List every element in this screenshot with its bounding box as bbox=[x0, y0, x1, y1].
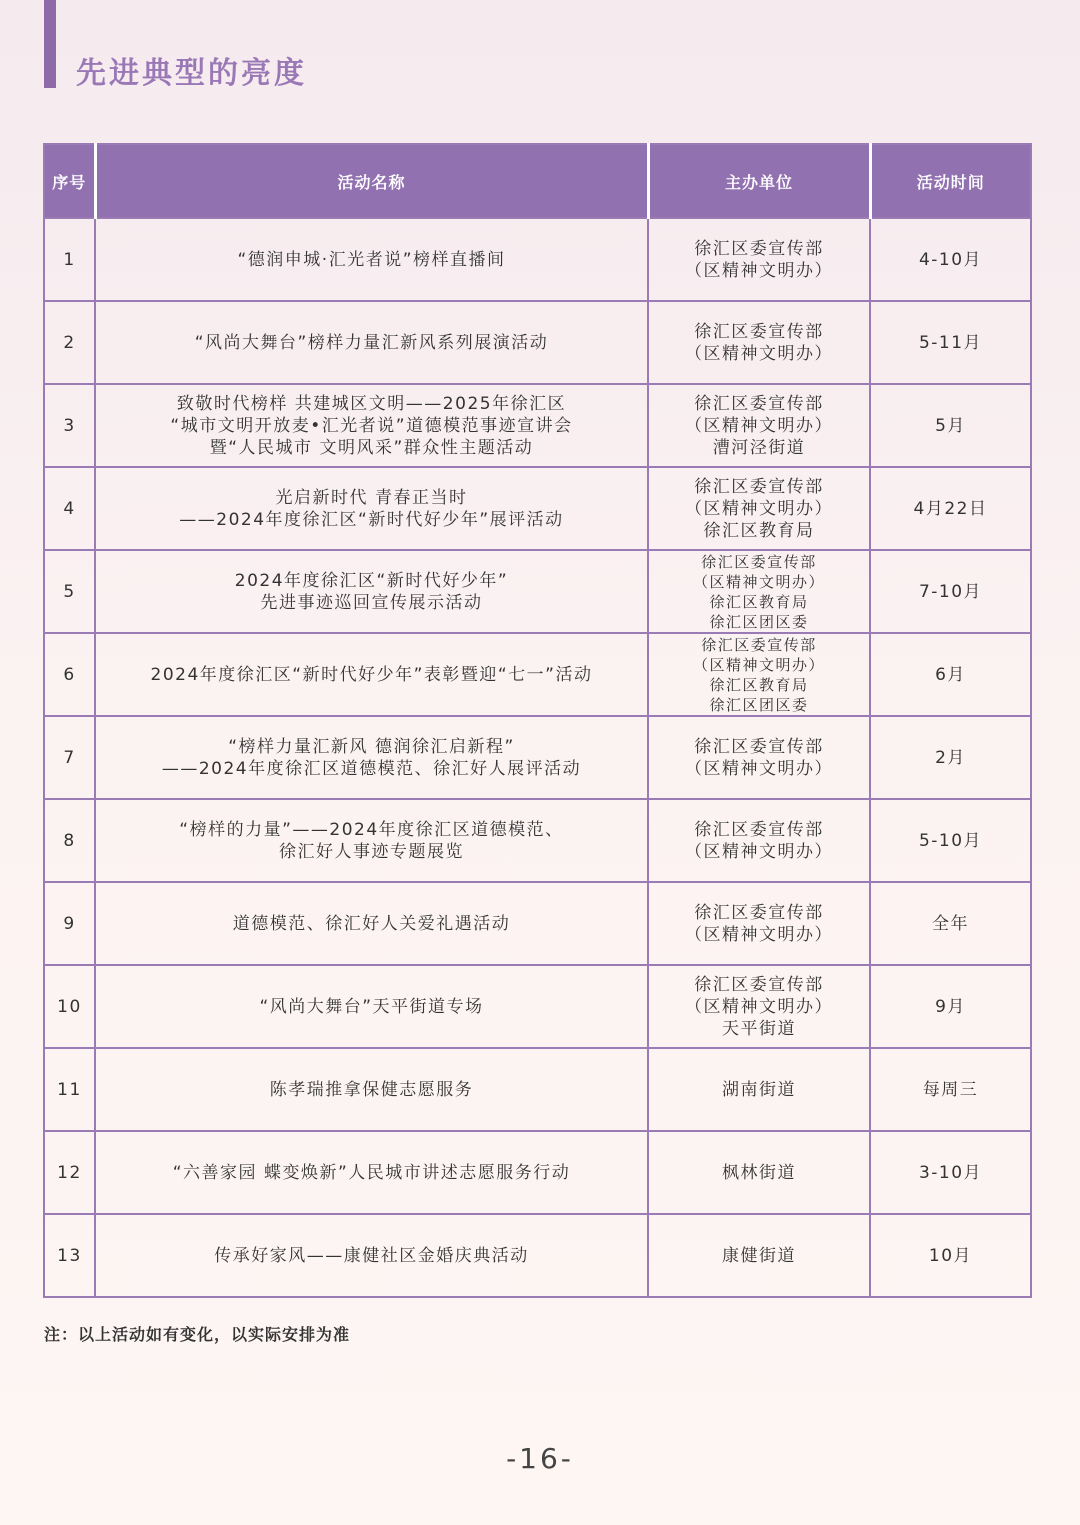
activity-name-line: “六善家园 蝶变焕新”人民城市讲述志愿服务行动 bbox=[172, 1162, 571, 1183]
table-row bbox=[44, 1214, 1031, 1297]
organizer-line: 徐汇区委宣传部 bbox=[701, 635, 817, 654]
organizer-line: （区精神文明办） bbox=[685, 415, 833, 436]
activity-time-cell: 5月 bbox=[870, 384, 1031, 467]
activity-name-cell bbox=[95, 550, 648, 633]
table-row bbox=[44, 1131, 1031, 1214]
organizer-line: 徐汇区委宣传部 bbox=[694, 321, 824, 342]
organizer-line: 徐汇区委宣传部 bbox=[694, 736, 824, 757]
organizer-cell bbox=[648, 218, 870, 301]
activity-time-cell: 9月 bbox=[870, 965, 1031, 1048]
organizer-line: 徐汇区委宣传部 bbox=[694, 902, 824, 923]
organizer-line: 徐汇区委宣传部 bbox=[694, 238, 824, 259]
row-index: 8 bbox=[44, 799, 95, 882]
activity-name-line: 先进事迹巡回宣传展示活动 bbox=[260, 592, 483, 613]
table-body bbox=[44, 218, 1031, 1297]
activity-time-cell: 3-10月 bbox=[870, 1131, 1031, 1214]
activity-name-cell bbox=[95, 965, 648, 1048]
organizer-cell bbox=[648, 301, 870, 384]
header-index: 序号 bbox=[44, 144, 95, 218]
organizer-line: 天平街道 bbox=[722, 1018, 796, 1039]
organizer-line: 漕河泾街道 bbox=[712, 437, 806, 458]
footnote: 注：以上活动如有变化，以实际安排为准 bbox=[44, 1325, 351, 1344]
organizer-line: 康健街道 bbox=[722, 1245, 796, 1266]
organizer-cell bbox=[648, 882, 870, 965]
row-index: 10 bbox=[44, 965, 95, 1048]
organizer-cell bbox=[648, 716, 870, 799]
header-activity-time: 活动时间 bbox=[870, 144, 1031, 218]
organizer-line: （区精神文明办） bbox=[685, 758, 833, 779]
header-organizer: 主办单位 bbox=[648, 144, 870, 218]
row-index: 4 bbox=[44, 467, 95, 550]
table-row bbox=[44, 384, 1031, 467]
organizer-line: 徐汇区教育局 bbox=[709, 592, 809, 611]
row-index: 3 bbox=[44, 384, 95, 467]
organizer-line: （区精神文明办） bbox=[685, 260, 833, 281]
activity-name-line: ——2024年度徐汇区道德模范、徐汇好人展评活动 bbox=[161, 758, 582, 779]
row-index: 6 bbox=[44, 633, 95, 716]
organizer-line: （区精神文明办） bbox=[685, 841, 833, 862]
activity-name-line: ——2024年度徐汇区“新时代好少年”展评活动 bbox=[179, 509, 564, 530]
activity-name-cell bbox=[95, 1048, 648, 1131]
organizer-cell bbox=[648, 384, 870, 467]
organizer-cell bbox=[648, 1131, 870, 1214]
activity-name-line: “德润申城·汇光者说”榜样直播间 bbox=[237, 249, 506, 270]
organizer-line: （区精神文明办） bbox=[692, 655, 825, 674]
activity-time-cell: 5-11月 bbox=[870, 301, 1031, 384]
row-index: 12 bbox=[44, 1131, 95, 1214]
activity-name-line: “风尚大舞台”榜样力量汇新风系列展演活动 bbox=[194, 332, 549, 353]
row-index: 1 bbox=[44, 218, 95, 301]
organizer-line: （区精神文明办） bbox=[685, 924, 833, 945]
header-activity-name: 活动名称 bbox=[95, 144, 648, 218]
row-index: 7 bbox=[44, 716, 95, 799]
organizer-line: 枫林街道 bbox=[722, 1162, 796, 1183]
table-row bbox=[44, 1048, 1031, 1131]
table-header-row bbox=[44, 144, 1031, 218]
row-index: 13 bbox=[44, 1214, 95, 1297]
activity-time-cell: 10月 bbox=[870, 1214, 1031, 1297]
page-number: -16- bbox=[506, 1442, 574, 1475]
activity-name-cell bbox=[95, 301, 648, 384]
activity-name-cell bbox=[95, 882, 648, 965]
activity-name-line: 致敬时代榜样 共建城区文明——2025年徐汇区 bbox=[176, 393, 567, 414]
activity-name-cell bbox=[95, 218, 648, 301]
activity-time-cell: 全年 bbox=[870, 882, 1031, 965]
table-row bbox=[44, 716, 1031, 799]
organizer-cell bbox=[648, 550, 870, 633]
row-index: 9 bbox=[44, 882, 95, 965]
activities-table bbox=[43, 143, 1032, 1298]
activity-name-line: “榜样力量汇新风 德润徐汇启新程” bbox=[228, 736, 515, 757]
activity-name-cell bbox=[95, 633, 648, 716]
activity-name-cell bbox=[95, 1131, 648, 1214]
table-row bbox=[44, 550, 1031, 633]
organizer-line: 徐汇区教育局 bbox=[703, 520, 815, 541]
title-accent-bar bbox=[44, 0, 56, 88]
organizer-line: （区精神文明办） bbox=[685, 343, 833, 364]
organizer-line: （区精神文明办） bbox=[685, 498, 833, 519]
organizer-cell bbox=[648, 799, 870, 882]
organizer-cell bbox=[648, 467, 870, 550]
page-title: 先进典型的亮度 bbox=[76, 56, 307, 91]
organizer-line: 徐汇区教育局 bbox=[709, 675, 809, 694]
activity-name-cell bbox=[95, 716, 648, 799]
activity-name-line: 2024年度徐汇区“新时代好少年” bbox=[234, 570, 509, 591]
activity-name-line: “风尚大舞台”天平街道专场 bbox=[259, 996, 484, 1017]
activity-name-line: 徐汇好人事迹专题展览 bbox=[279, 841, 464, 862]
activity-name-cell bbox=[95, 1214, 648, 1297]
activity-name-cell bbox=[95, 799, 648, 882]
activity-time-cell: 4月22日 bbox=[870, 467, 1031, 550]
activity-name-line: 光启新时代 青春正当时 bbox=[275, 487, 468, 508]
activity-name-line: “城市文明开放麦•汇光者说”道德模范事迹宣讲会 bbox=[170, 415, 573, 436]
activity-time-cell: 2月 bbox=[870, 716, 1031, 799]
activity-name-line: 道德模范、徐汇好人关爱礼遇活动 bbox=[232, 913, 511, 934]
activity-name-line: 传承好家风——康健社区金婚庆典活动 bbox=[214, 1245, 529, 1266]
organizer-cell bbox=[648, 633, 870, 716]
organizer-line: 徐汇区团区委 bbox=[709, 695, 809, 714]
organizer-line: 徐汇区委宣传部 bbox=[694, 476, 824, 497]
organizer-cell bbox=[648, 1214, 870, 1297]
activity-name-cell bbox=[95, 467, 648, 550]
organizer-cell bbox=[648, 1048, 870, 1131]
activity-time-cell: 5-10月 bbox=[870, 799, 1031, 882]
organizer-line: （区精神文明办） bbox=[692, 572, 825, 591]
row-index: 5 bbox=[44, 550, 95, 633]
activity-name-line: 2024年度徐汇区“新时代好少年”表彰暨迎“七一”活动 bbox=[150, 664, 593, 685]
organizer-line: 徐汇区委宣传部 bbox=[694, 974, 824, 995]
activity-time-cell: 6月 bbox=[870, 633, 1031, 716]
organizer-line: 湖南街道 bbox=[722, 1079, 796, 1100]
organizer-line: 徐汇区团区委 bbox=[709, 612, 809, 631]
organizer-line: 徐汇区委宣传部 bbox=[701, 552, 817, 571]
activity-time-cell: 每周三 bbox=[870, 1048, 1031, 1131]
table-row bbox=[44, 218, 1031, 301]
organizer-line: （区精神文明办） bbox=[685, 996, 833, 1017]
table-row bbox=[44, 799, 1031, 882]
table-row bbox=[44, 633, 1031, 716]
row-index: 2 bbox=[44, 301, 95, 384]
table-row bbox=[44, 965, 1031, 1048]
organizer-line: 徐汇区委宣传部 bbox=[694, 819, 824, 840]
table-row bbox=[44, 882, 1031, 965]
row-index: 11 bbox=[44, 1048, 95, 1131]
table-row bbox=[44, 301, 1031, 384]
activity-name-line: 陈孝瑞推拿保健志愿服务 bbox=[269, 1079, 474, 1100]
activity-name-cell bbox=[95, 384, 648, 467]
activity-name-line: “榜样的力量”——2024年度徐汇区道德模范、 bbox=[179, 819, 564, 840]
activity-time-cell: 7-10月 bbox=[870, 550, 1031, 633]
activity-name-line: 暨“人民城市 文明风采”群众性主题活动 bbox=[209, 437, 534, 458]
table-row bbox=[44, 467, 1031, 550]
activity-time-cell: 4-10月 bbox=[870, 218, 1031, 301]
organizer-cell bbox=[648, 965, 870, 1048]
organizer-line: 徐汇区委宣传部 bbox=[694, 393, 824, 414]
